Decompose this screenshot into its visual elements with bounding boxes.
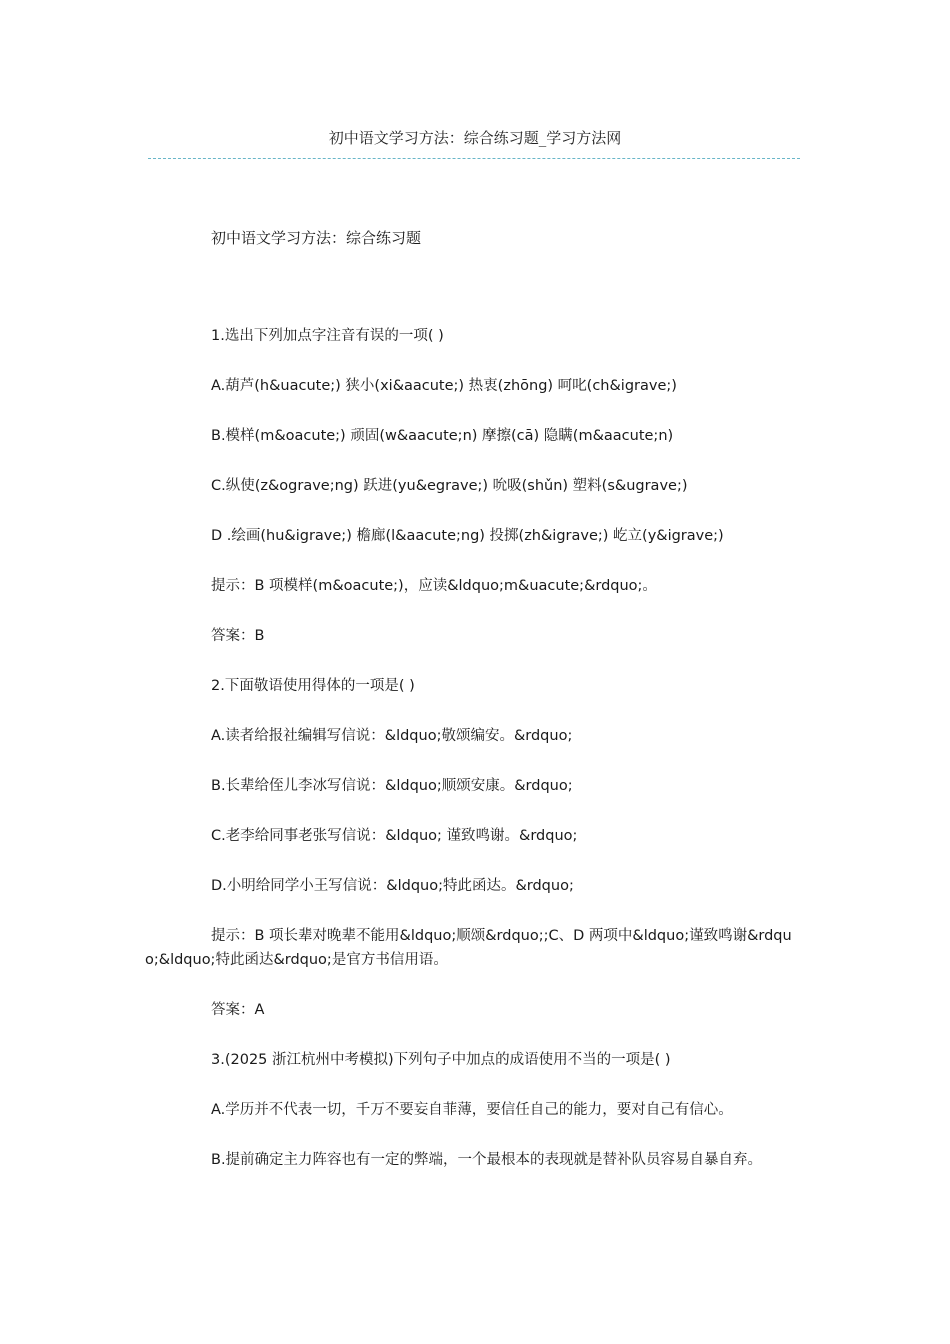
paragraph: 提示：B 项长辈对晚辈不能用&ldquo;顺颂&rdquo;;C、D 两项中&ldquo;谨致鸣谢&rdquo;&ldquo;特此函达&rdquo;是官方书信用语。 xyxy=(145,928,792,968)
paragraph: C.纵使(z&ograve;ng) 跃进(yu&egrave;) 吮吸(shǔn) 塑料(s&ugrave;) xyxy=(211,478,688,494)
paragraph: B.模样(m&oacute;) 顽固(w&aacute;n) 摩擦(cā) 隐瞒(m&aacute;n) xyxy=(211,428,674,444)
document-title: 初中语文学习方法：综合练习题 xyxy=(211,229,422,247)
header-divider xyxy=(148,158,800,159)
paragraph: 答案：A xyxy=(211,1002,265,1018)
paragraph: A.读者给报社编辑写信说：&ldquo;敬颂编安。&rdquo; xyxy=(211,728,573,744)
paragraph: D .绘画(hu&igrave;) 檐廊(l&aacute;ng) 投掷(zh&igrave;) 屹立(y&igrave;) xyxy=(211,528,724,544)
paragraph: A.葫芦(h&uacute;) 狭小(xi&aacute;) 热衷(zhōng) 呵叱(ch&igrave;) xyxy=(211,378,677,394)
document-body xyxy=(145,226,805,1198)
paragraph: B.长辈给侄儿李冰写信说：&ldquo;顺颂安康。&rdquo; xyxy=(211,778,573,794)
paragraph: 2.下面敬语使用得体的一项是( ) xyxy=(211,678,415,694)
page-header-title: 初中语文学习方法：综合练习题_学习方法网 xyxy=(328,129,622,147)
paragraph: C.老李给同事老张写信说：&ldquo; 谨致鸣谢。&rdquo; xyxy=(211,828,578,844)
paragraph: 3.(2025 浙江杭州中考模拟)下列句子中加点的成语使用不当的一项是( ) xyxy=(211,1052,671,1068)
paragraph: B.提前确定主力阵容也有一定的弊端，一个最根本的表现就是替补队员容易自暴自弃。 xyxy=(211,1152,763,1168)
paragraph: 答案：B xyxy=(211,628,265,644)
paragraph: D.小明给同学小王写信说：&ldquo;特此函达。&rdquo; xyxy=(211,878,574,894)
paragraph: 1.选出下列加点字注音有误的一项( ) xyxy=(211,328,444,344)
paragraph: A.学历并不代表一切，千万不要妄自菲薄，要信任自己的能力，要对自己有信心。 xyxy=(211,1102,733,1118)
paragraph: 提示：B 项模样(m&oacute;)，应读&ldquo;m&uacute;&rdquo;。 xyxy=(211,578,657,594)
